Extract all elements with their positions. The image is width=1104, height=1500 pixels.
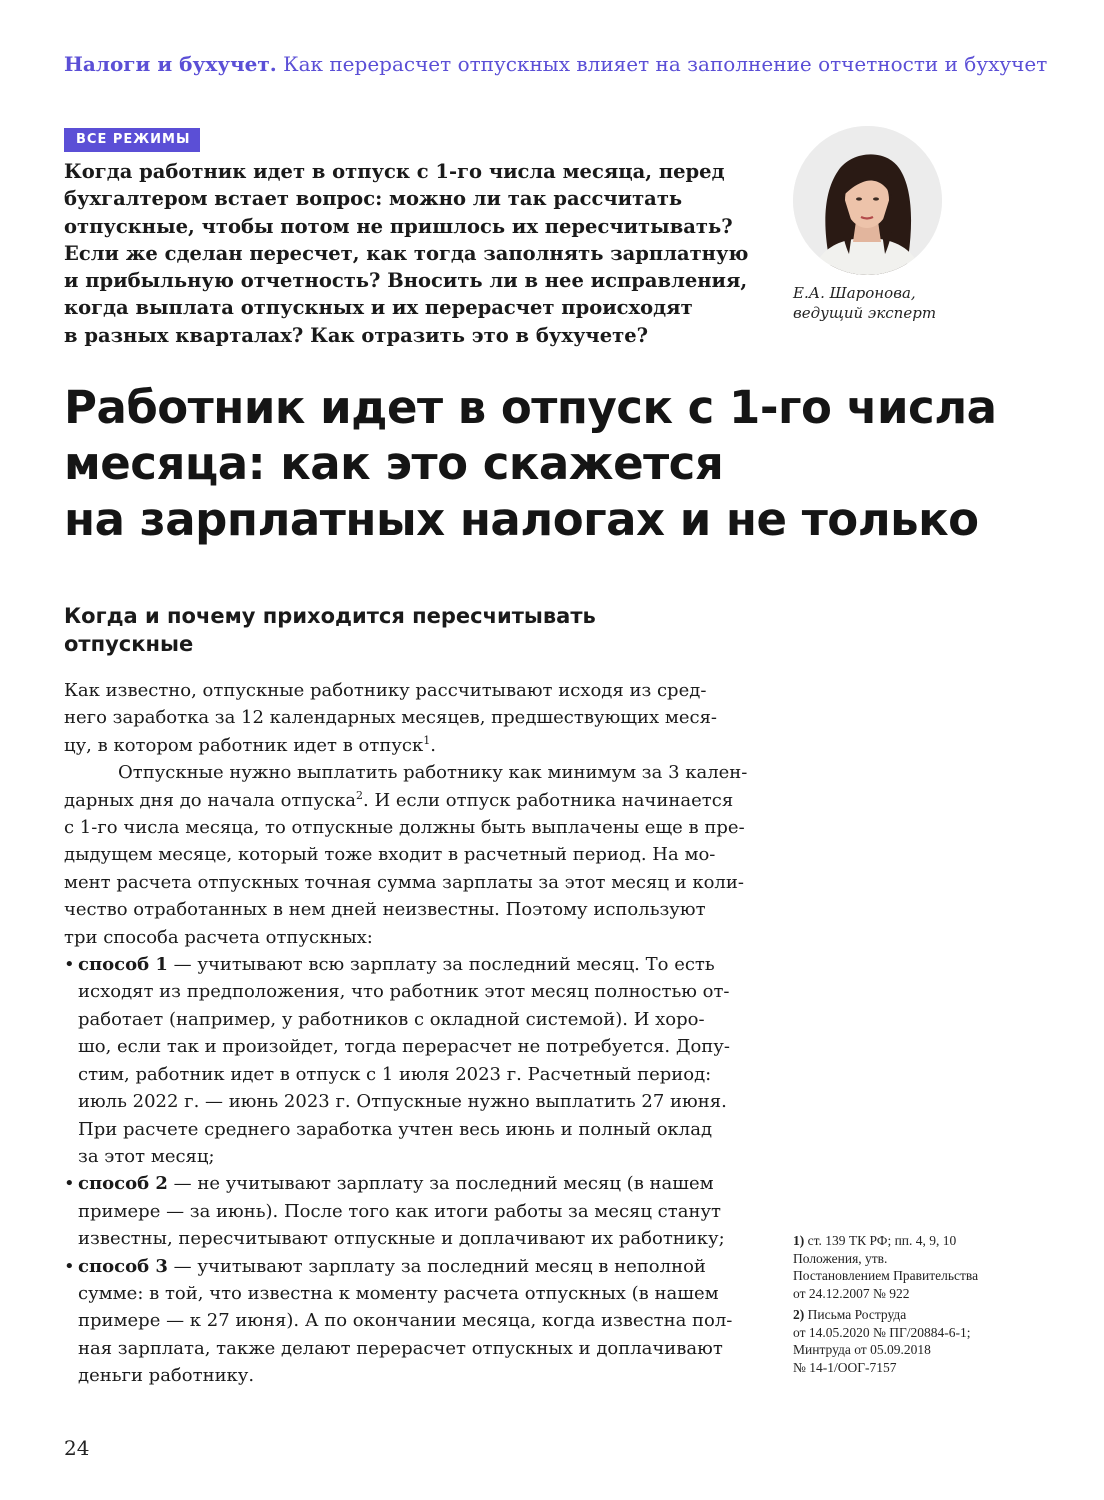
body-line: за этот месяц;	[78, 1145, 215, 1167]
body-line: примере — к 27 июня). А по окончании месяца, когда известна пол-	[78, 1310, 733, 1332]
lead-line: и прибыльную отчетность? Вносить ли в нее исправления,	[64, 269, 748, 293]
title-line: месяца: как это скажется	[64, 437, 724, 490]
lead-line: отпускные, чтобы потом не пришлось их пересчитывать?	[64, 214, 733, 238]
body-line: примере — за июнь). После того как итоги работы за месяц станут	[78, 1200, 721, 1222]
footnote-1	[793, 1232, 1023, 1302]
page-number: 24	[64, 1436, 90, 1460]
title-line: на зарплатных налогах и не только	[64, 493, 979, 546]
body-line: стим, работник идет в отпуск с 1 июля 2023 г. Расчетный период:	[78, 1063, 712, 1085]
body-line: Отпускные нужно выплатить работнику как минимум за 3 кален-	[118, 762, 748, 784]
body-line: исходят из предположения, что работник этот месяц полностью от-	[78, 981, 730, 1003]
footnote-number: 2)	[793, 1307, 805, 1322]
lead-paragraph	[64, 158, 754, 349]
list-item-method-1	[64, 951, 744, 1170]
footnote-line: 2) Письма Роструда	[793, 1307, 907, 1322]
body-line: • способ 3 — учитывают зарплату за последний месяц в неполной	[78, 1253, 744, 1280]
body-line: дыдущем месяце, который тоже входит в расчетный период. На мо-	[64, 844, 716, 866]
list-item-method-2	[64, 1170, 744, 1252]
body-line: Как известно, отпускные работнику рассчитывают исходя из сред-	[64, 680, 707, 701]
body-line: шо, если так и произойдет, тогда перерасчет не потребуется. Допу-	[78, 1036, 730, 1058]
footnote-line: от 24.12.2007 № 922	[793, 1285, 910, 1301]
expert-role: ведущий эксперт	[793, 304, 937, 322]
footnote-line: № 14-1/ООГ-7157	[793, 1359, 897, 1375]
article-body	[64, 677, 748, 1390]
section-name: Налоги и бухучет.	[64, 52, 277, 76]
list-item-method-3	[64, 1253, 744, 1390]
expert-name: Е.А. Шаронова,	[793, 284, 916, 302]
footnote-number: 1)	[793, 1233, 805, 1248]
lead-line: бухгалтером встает вопрос: можно ли так рассчитать	[64, 187, 683, 211]
footnote-line: 1) ст. 139 ТК РФ; пп. 4, 9, 10	[793, 1233, 957, 1248]
body-line: него заработка за 12 календарных месяцев, предшествующих меся-	[64, 707, 718, 729]
article-title	[64, 380, 997, 548]
method-label: способ 2	[78, 1173, 168, 1195]
footnote-2	[793, 1306, 1023, 1376]
footnote-line: Минтруда от 05.09.2018	[793, 1342, 931, 1357]
running-title: Как перерасчет отпускных влияет на заполнение отчетности и бухучет	[283, 52, 1048, 76]
expert-caption	[793, 283, 936, 323]
footnote-line: Положения, утв.	[793, 1250, 888, 1266]
body-line: с 1-го числа месяца, то отпускные должны быть выплачены еще в пре-	[64, 817, 745, 839]
body-line: При расчете среднего заработка учтен весь июнь и полный оклад	[78, 1118, 713, 1140]
body-line: • способ 1 — учитывают всю зарплату за последний месяц. То есть	[78, 951, 744, 978]
body-line: известны, пересчитывают отпускные и доплачивают их работнику;	[78, 1228, 725, 1250]
bullet-icon: •	[64, 1173, 75, 1195]
body-line: работает (например, у работников с окладной системой). И хоро-	[78, 1008, 705, 1030]
heading-line: Когда и почему приходится пересчитывать	[64, 604, 596, 628]
lead-line: в разных кварталах? Как отразить это в бухучете?	[64, 323, 649, 347]
footnote-ref[interactable]: 1	[423, 733, 431, 747]
body-line: июль 2022 г. — июнь 2023 г. Отпускные нужно выплатить 27 июня.	[78, 1091, 727, 1113]
body-line: • способ 2 — не учитывают зарплату за последний месяц (в нашем	[78, 1170, 744, 1197]
body-line: чество отработанных в нем дней неизвестны. Поэтому используют	[64, 899, 706, 921]
body-line: три способа расчета отпускных:	[64, 926, 373, 948]
expert-photo-icon	[793, 126, 942, 275]
body-line: дарных дня до начала отпуска$^2$. И если отпуск работника начинается	[64, 788, 734, 811]
body-line: деньги работнику.	[78, 1365, 255, 1387]
method-label: способ 1	[78, 954, 168, 976]
body-line: мент расчета отпускных точная сумма зарплаты за этот месяц и коли-	[64, 871, 744, 893]
title-line: Работник идет в отпуск с 1-го числа	[64, 381, 997, 434]
running-header	[64, 52, 1047, 76]
footnote-line: от 14.05.2020 № ПГ/20884-6-1;	[793, 1324, 971, 1340]
bullet-icon: •	[64, 1255, 75, 1277]
body-line: цу, в котором работник идет в отпуск$^1$.	[64, 733, 436, 756]
lead-line: когда выплата отпускных и их перерасчет происходят	[64, 296, 693, 320]
lead-line: Когда работник идет в отпуск с 1-го числа месяца, перед	[64, 160, 725, 183]
body-line: ная зарплата, также делают перерасчет отпускных и доплачивают	[78, 1337, 723, 1359]
bullet-icon: •	[64, 954, 75, 976]
footnote-ref[interactable]: 2	[356, 788, 364, 802]
mode-tag: ВСЕ РЕЖИМЫ	[64, 128, 200, 152]
expert-portrait	[793, 126, 942, 275]
method-label: способ 3	[78, 1255, 168, 1277]
body-line: сумме: в той, что известна к моменту расчета отпускных (в нашем	[78, 1282, 719, 1304]
section-heading	[64, 602, 596, 658]
lead-line: Если же сделан пересчет, как тогда заполнять зарплатную	[64, 241, 749, 265]
heading-line: отпускные	[64, 632, 194, 656]
footnote-line: Постановлением Правительства	[793, 1268, 979, 1283]
